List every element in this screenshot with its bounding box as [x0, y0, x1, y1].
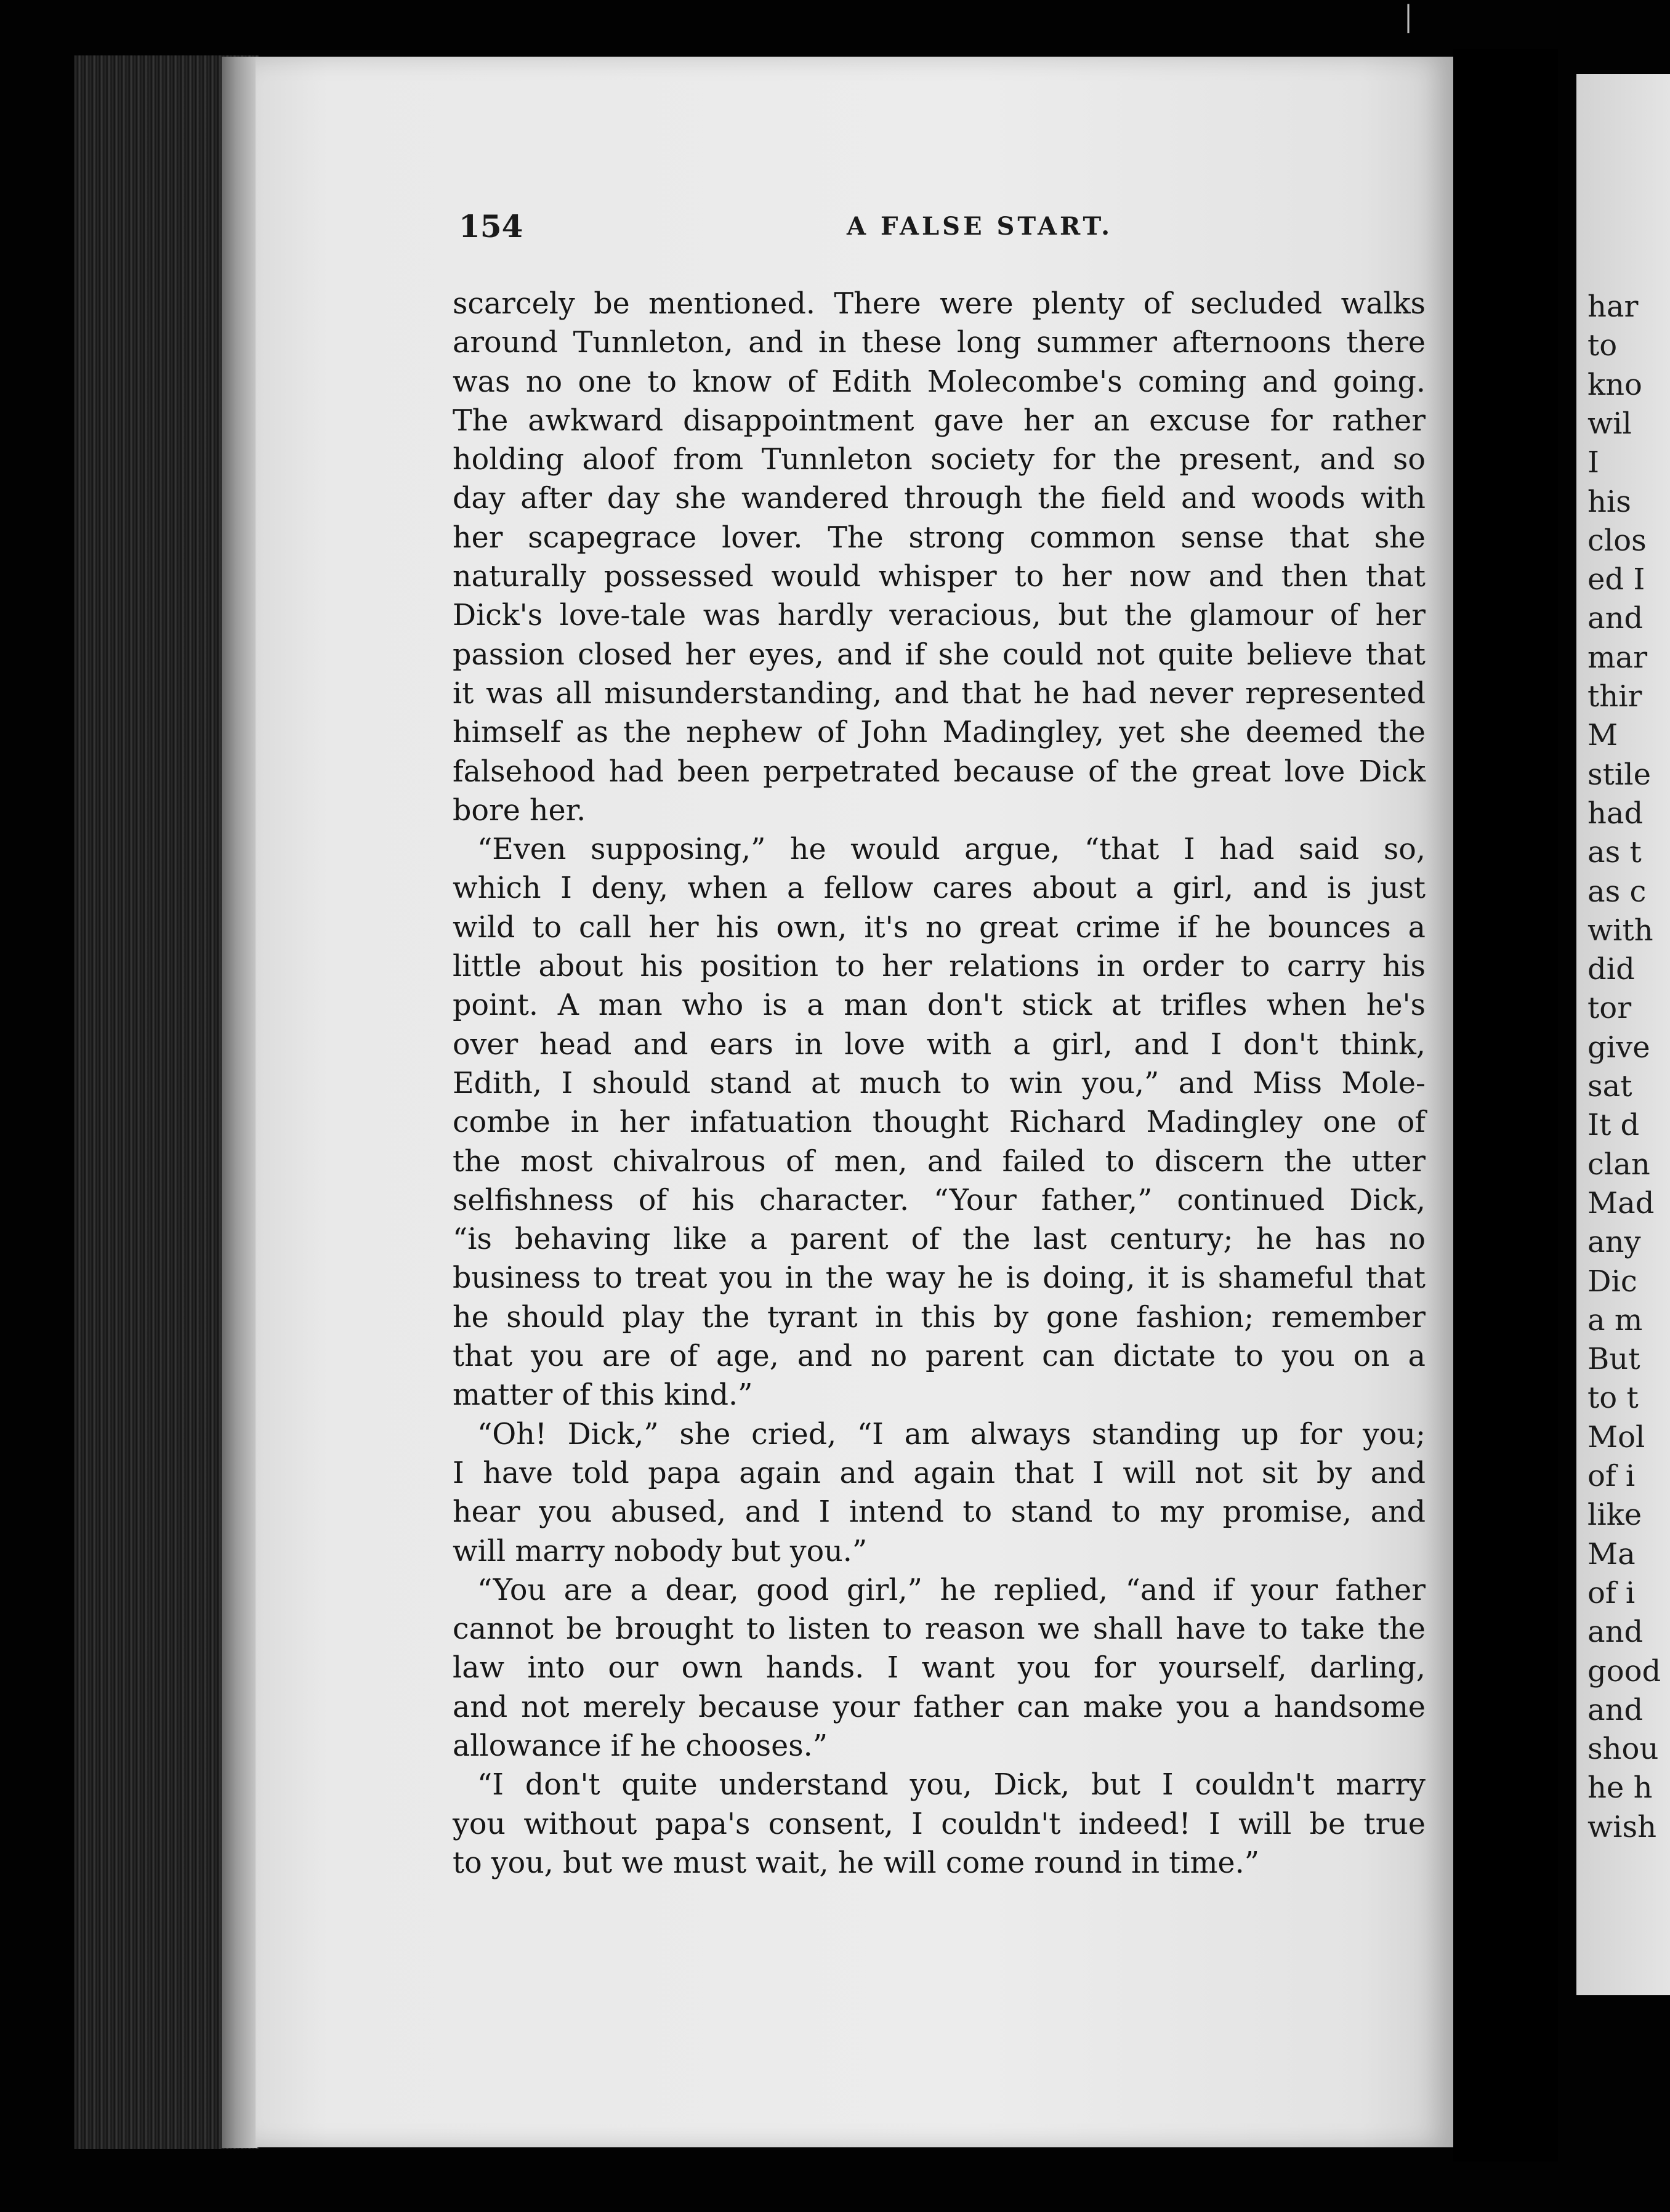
facing-page-fragment: and — [1587, 601, 1644, 636]
text-line: selfishness of his character. “Your father,” continued Dick, — [453, 1183, 1426, 1217]
facing-page-fragment: Ma — [1587, 1536, 1636, 1572]
book-page-edges-highlight — [222, 57, 257, 2148]
facing-page-fragment: thir — [1587, 679, 1642, 714]
text-line: bore her. — [453, 793, 586, 828]
facing-page-fragment: kno — [1587, 367, 1642, 402]
text-line: over head and ears in love with a girl, and I don't think, — [453, 1027, 1426, 1062]
facing-page-fragment: wil — [1587, 406, 1632, 441]
facing-page-fragment: clos — [1587, 523, 1647, 558]
facing-page-fragment: I — [1587, 445, 1599, 480]
text-line: it was all misunderstanding, and that he had never represented — [453, 676, 1426, 711]
text-line: around Tunnleton, and in these long summer afternoons there — [453, 326, 1426, 360]
facing-page-fragment: and — [1587, 1615, 1644, 1650]
text-line: was no one to know of Edith Molecombe's coming and going. — [453, 365, 1426, 399]
text-line: point. A man who is a man don't stick at trifles when he's — [453, 988, 1426, 1023]
facing-page-fragment: Dic — [1587, 1264, 1637, 1299]
text-line: little about his position to her relations in order to carry his — [453, 950, 1426, 984]
text-line: cannot be brought to listen to reason we shall have to take the — [453, 1612, 1426, 1647]
text-line: matter of this kind.” — [453, 1378, 753, 1413]
facing-page-fragment: to — [1587, 328, 1618, 363]
facing-page-fragment: wish — [1587, 1809, 1656, 1844]
facing-page-fragment: with — [1587, 913, 1653, 948]
facing-page-fragment: of i — [1587, 1575, 1636, 1610]
text-line: you without papa's consent, I couldn't indeed! I will be true — [453, 1807, 1426, 1841]
page-number: 154 — [459, 208, 523, 244]
facing-page-fragment: clan — [1587, 1147, 1650, 1182]
text-line: “Oh! Dick,” she cried, “I am always standing up for you; — [477, 1417, 1426, 1451]
text-line: himself as the nephew of John Madingley, yet she deemed the — [453, 716, 1426, 750]
text-line: which I deny, when a fellow cares about a girl, and is just — [453, 871, 1426, 906]
text-line: that you are of age, and no parent can dictate to you on a — [453, 1339, 1426, 1374]
text-line: holding aloof from Tunnleton society for the present, and so — [453, 443, 1426, 477]
text-line: will marry nobody but you.” — [453, 1534, 868, 1568]
gutter-shadow — [1453, 49, 1558, 2162]
facing-page-fragment: give — [1587, 1030, 1650, 1065]
text-line: “Even supposing,” he would argue, “that I had said so, — [477, 833, 1426, 867]
text-line: falsehood had been perpetrated because of the great love Dick — [453, 754, 1426, 789]
facing-page-fragment: ed I — [1587, 562, 1645, 597]
facing-page-fragment: It d — [1587, 1108, 1640, 1143]
facing-page-fragment: mar — [1587, 640, 1648, 675]
facing-page-fragment: of i — [1587, 1459, 1636, 1493]
text-line: wild to call her his own, it's no great crime if he bounces a — [453, 910, 1426, 945]
text-line: Dick's love-tale was hardly veracious, but the glamour of her — [453, 599, 1426, 633]
facing-page-fragment: tor — [1587, 991, 1632, 1026]
facing-page-fragment: did — [1587, 952, 1635, 987]
facing-page-fragment: had — [1587, 796, 1644, 831]
facing-page-fragment: like — [1587, 1498, 1642, 1533]
facing-page-fragment: any — [1587, 1225, 1641, 1260]
text-line: naturally possessed would whisper to her now and then that — [453, 560, 1426, 594]
facing-page-fragment: to t — [1587, 1381, 1639, 1416]
facing-page-fragment: as t — [1587, 835, 1642, 870]
facing-page-fragment: shou — [1587, 1732, 1659, 1767]
text-line: “is behaving like a parent of the last century; he has no — [453, 1222, 1426, 1257]
text-line: to you, but we must wait, he will come round in time.” — [453, 1846, 1259, 1880]
facing-page-fragment: a m — [1587, 1302, 1643, 1338]
facing-page-fragment: his — [1587, 484, 1631, 519]
text-line: combe in her infatuation thought Richard Madingley one of — [453, 1105, 1426, 1140]
running-head — [459, 208, 1444, 245]
facing-page-fragment: and — [1587, 1692, 1644, 1727]
facing-page-fragment: Mol — [1587, 1419, 1645, 1455]
facing-page-fragment: as c — [1587, 874, 1647, 909]
text-line: hear you abused, and I intend to stand to my promise, and — [453, 1495, 1426, 1530]
facing-page-fragment: stile — [1587, 757, 1652, 792]
facing-page-edge — [1576, 74, 1670, 1995]
text-line: he should play the tyrant in this by gone fashion; remember — [453, 1300, 1426, 1334]
text-line: “I don't quite understand you, Dick, but I couldn't marry — [477, 1768, 1426, 1802]
text-line: law into our own hands. I want you for yourself, darling, — [453, 1651, 1426, 1685]
running-title: A FALSE START. — [847, 212, 1113, 241]
scan-speck: │ — [1401, 5, 1416, 33]
facing-page-fragment: M — [1587, 718, 1618, 753]
facing-page-fragment: But — [1587, 1342, 1640, 1377]
text-line: business to treat you in the way he is doing, it is shameful that — [453, 1261, 1426, 1296]
facing-page-fragment: good — [1587, 1653, 1661, 1689]
facing-page-fragment: Mad — [1587, 1185, 1655, 1221]
text-line: allowance if he chooses.” — [453, 1729, 828, 1763]
facing-page-fragment: sat — [1587, 1069, 1632, 1104]
text-line: “You are a dear, good girl,” he replied, “and if your father — [477, 1573, 1426, 1607]
text-line: her scapegrace lover. The strong common sense that she — [453, 520, 1426, 555]
text-line: The awkward disappointment gave her an excuse for rather — [453, 403, 1426, 438]
text-line: Edith, I should stand at much to win you,” and Miss Mole- — [453, 1066, 1426, 1100]
facing-page-fragment: he h — [1587, 1770, 1653, 1806]
text-line: I have told papa again and again that I will not sit by and — [453, 1456, 1426, 1490]
text-line: passion closed her eyes, and if she could not quite believe that — [453, 637, 1426, 672]
text-line: and not merely because your father can make you a handsome — [453, 1690, 1426, 1724]
text-line: the most chivalrous of men, and failed to discern the utter — [453, 1144, 1426, 1179]
text-line: day after day she wandered through the field and woods with — [453, 482, 1426, 516]
text-line: scarcely be mentioned. There were plenty of secluded walks — [453, 287, 1426, 321]
facing-page-fragment: har — [1587, 289, 1639, 324]
body-text — [453, 285, 1426, 1883]
